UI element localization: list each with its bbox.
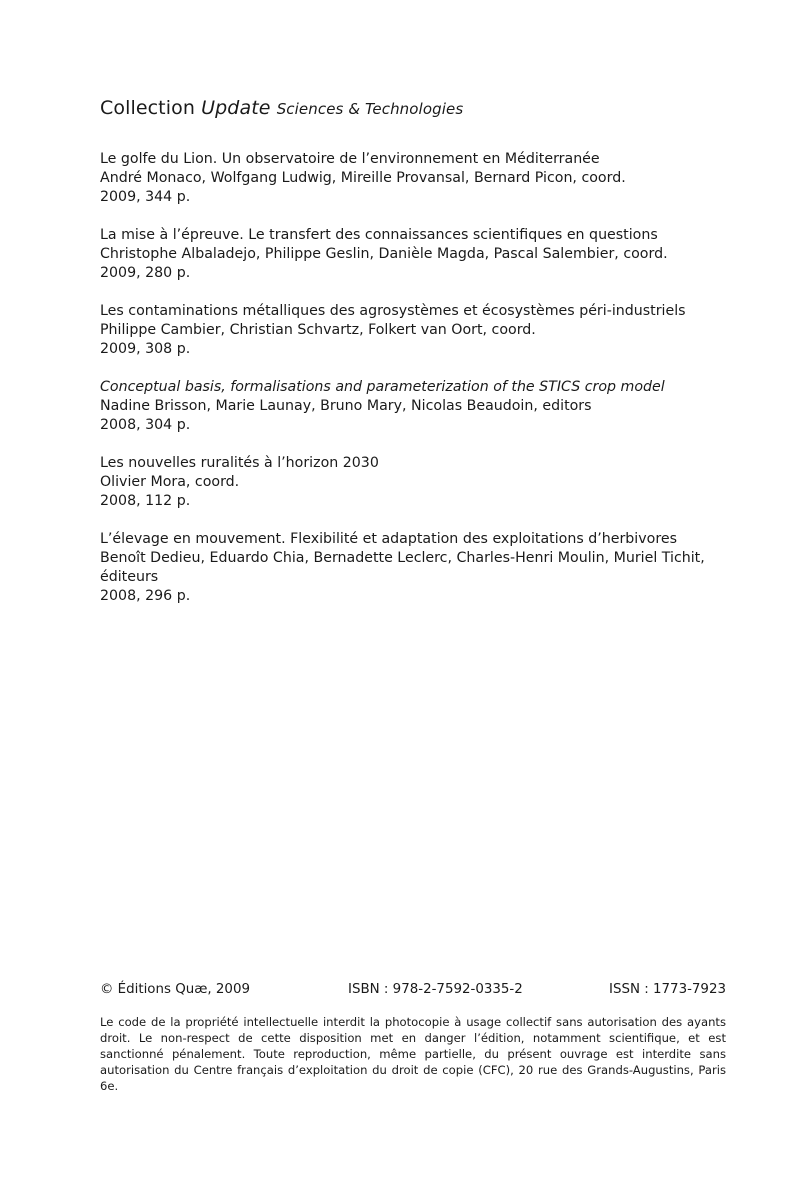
book-authors: Benoît Dedieu, Eduardo Chia, Bernadette Leclerc, Charles-Henri Moulin, Muriel Tichit, éditeurs xyxy=(100,550,705,585)
book-authors: André Monaco, Wolfgang Ludwig, Mireille Provansal, Bernard Picon, coord. xyxy=(100,170,626,186)
book-details: 2009, 344 p. xyxy=(100,189,191,205)
collection-name: Update xyxy=(201,97,271,119)
book-entry xyxy=(100,454,726,511)
book-details: 2008, 112 p. xyxy=(100,493,191,509)
book-title: Les contaminations métalliques des agrosystèmes et écosystèmes péri-industriels xyxy=(100,303,686,319)
collection-prefix: Collection xyxy=(100,97,195,119)
book-details: 2009, 308 p. xyxy=(100,341,191,357)
book-entry xyxy=(100,302,726,359)
book-details: 2008, 296 p. xyxy=(100,588,191,604)
footer xyxy=(100,982,726,1094)
copyright-text: © Éditions Quæ, 2009 xyxy=(100,982,250,997)
footer-identifiers xyxy=(100,982,726,1002)
book-entry xyxy=(100,150,726,207)
book-entry xyxy=(100,226,726,283)
book-authors: Olivier Mora, coord. xyxy=(100,474,240,490)
book-list xyxy=(100,150,726,625)
book-title: La mise à l’épreuve. Le transfert des connaissances scientifiques en questions xyxy=(100,227,658,243)
book-entry xyxy=(100,378,726,435)
book-details: 2008, 304 p. xyxy=(100,417,191,433)
book-entry xyxy=(100,530,726,606)
legal-notice: Le code de la propriété intellectuelle interdit la photocopie à usage collectif sans autorisation des ayants droit. Le non-respect de cette disposition met en danger l’édition, notamment scientifique, et est sanctionné pénalement. Toute reproduction, même partielle, du présent ouvrage est interdite sans autorisation du Centre français d’exploitation du droit de copie (CFC), 20 rue des Grands-Augustins, Paris 6e. xyxy=(100,1015,726,1093)
page xyxy=(100,0,726,1200)
book-title: L’élevage en mouvement. Flexibilité et adaptation des exploitations d’herbivores xyxy=(100,531,677,547)
book-title: Conceptual basis, formalisations and parameterization of the STICS crop model xyxy=(100,379,665,395)
book-title: Les nouvelles ruralités à l’horizon 2030 xyxy=(100,455,379,471)
isbn-text: ISBN : 978-2-7592-0335-2 xyxy=(348,982,523,997)
book-title: Le golfe du Lion. Un observatoire de l’environnement en Méditerranée xyxy=(100,151,600,167)
book-authors: Philippe Cambier, Christian Schvartz, Folkert van Oort, coord. xyxy=(100,322,536,338)
book-details: 2009, 280 p. xyxy=(100,265,191,281)
book-authors: Christophe Albaladejo, Philippe Geslin, Danièle Magda, Pascal Salembier, coord. xyxy=(100,246,668,262)
collection-heading xyxy=(100,97,463,119)
book-authors: Nadine Brisson, Marie Launay, Bruno Mary, Nicolas Beaudoin, editors xyxy=(100,398,592,414)
collection-subtitle: Sciences & Technologies xyxy=(276,100,464,118)
issn-text: ISSN : 1773-7923 xyxy=(609,982,726,997)
